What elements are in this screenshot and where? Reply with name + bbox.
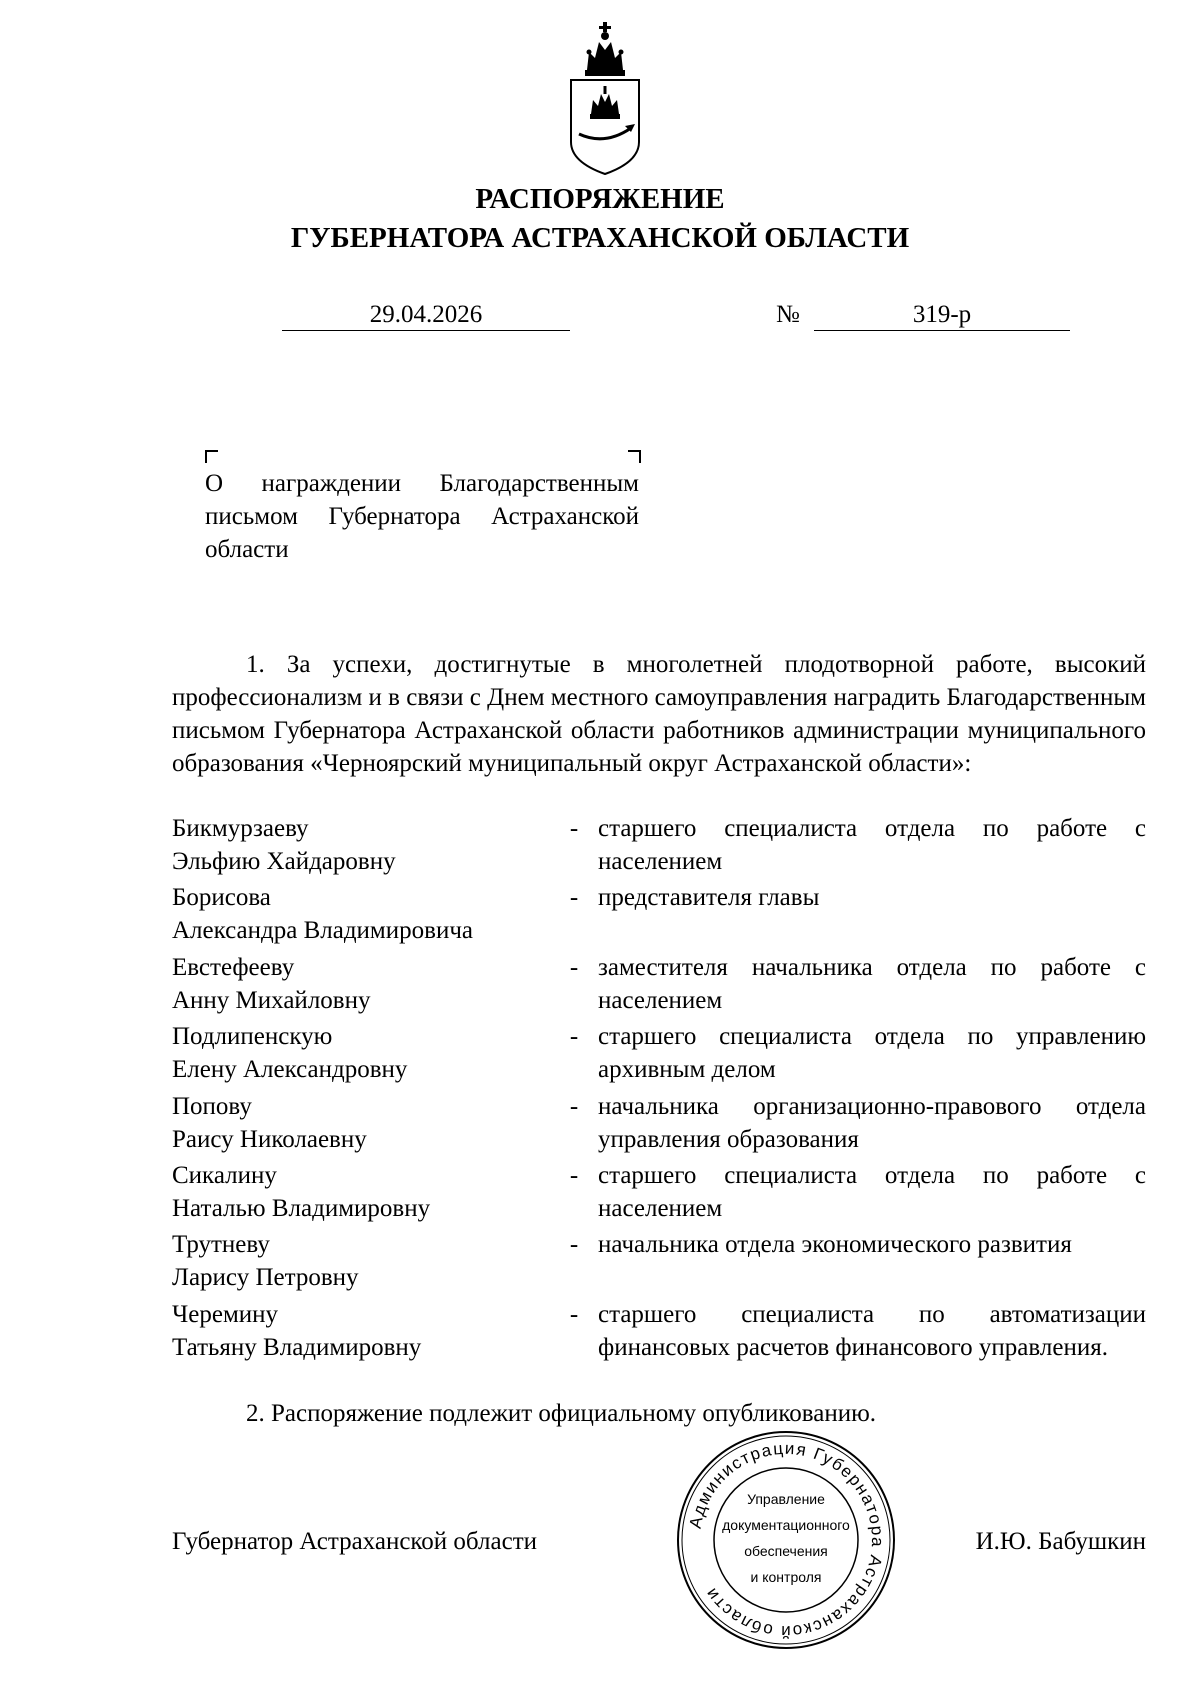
dash-separator: - bbox=[569, 1092, 579, 1120]
document-number: 319-р bbox=[814, 300, 1070, 331]
subject-corner-left bbox=[205, 450, 218, 463]
awardee-position: представителя главы bbox=[598, 884, 820, 912]
awardee-row bbox=[172, 881, 1146, 947]
issuer-title: ГУБЕРНАТОРА АСТРАХАНСКОЙ ОБЛАСТИ bbox=[290, 222, 910, 254]
awardee-surname: Трутневу bbox=[172, 1231, 270, 1259]
awardee-row bbox=[172, 812, 1146, 878]
awardee-name bbox=[172, 881, 562, 947]
seal-line-4: и контроля bbox=[750, 1569, 822, 1585]
awardee-name bbox=[172, 1020, 562, 1086]
seal-ring-text: Администрация Губернатора Астраханской области bbox=[685, 1438, 888, 1642]
awardee-name bbox=[172, 1090, 562, 1156]
awardee-surname: Попову bbox=[172, 1092, 252, 1120]
awardee-name bbox=[172, 812, 562, 878]
document-date: 29.04.2026 bbox=[282, 300, 570, 331]
awardee-position: старшего специалиста по автоматизации финансовых расчетов финансового управления. bbox=[598, 1300, 1146, 1361]
dash-separator: - bbox=[569, 1023, 579, 1051]
awardee-given-names: Татьяну Владимировну bbox=[172, 1333, 422, 1361]
subject-corner-right bbox=[628, 450, 641, 463]
dash-separator: - bbox=[569, 953, 579, 981]
dash-separator: - bbox=[569, 884, 579, 912]
awardee-given-names: Наталью Владимировну bbox=[172, 1194, 431, 1222]
dash-separator: - bbox=[569, 1231, 579, 1259]
awardee-given-names: Эльфию Хайдаровну bbox=[172, 848, 396, 875]
awardee-position: старшего специалиста отдела по управлению архивным делом bbox=[598, 1023, 1146, 1084]
awardee-position: начальника отдела экономического развития bbox=[598, 1231, 1072, 1259]
awardee-row bbox=[172, 951, 1146, 1017]
signer-position: Губернатор Астраханской области bbox=[172, 1528, 538, 1555]
awardee-given-names: Елену Александровну bbox=[172, 1056, 408, 1084]
awardee-row bbox=[172, 1090, 1146, 1156]
paragraph-1: 1. За успехи, достигнутые в многолетней плодотворной работе, высокий профессионализм и в связи с Днем местного самоуправления наградить Благодарственным письмом Губернатора Астраханской области работников администрации муниципального образования «Черноярский муниципальный округ Астраханской области»: bbox=[172, 651, 1146, 777]
awardee-row bbox=[172, 1298, 1146, 1364]
awardee-position: старшего специалиста отдела по работе с населением bbox=[598, 1161, 1146, 1222]
awardee-given-names: Анну Михайловну bbox=[172, 986, 371, 1014]
awardee-position: старшего специалиста отдела по работе с населением bbox=[598, 815, 1146, 875]
dash-separator: - bbox=[569, 815, 579, 842]
dash-separator: - bbox=[569, 1161, 579, 1189]
awardee-given-names: Александра Владимировича bbox=[172, 917, 473, 945]
dash-separator: - bbox=[569, 1300, 579, 1328]
awardee-name bbox=[172, 1228, 562, 1294]
awardee-surname: Бикмурзаеву bbox=[172, 815, 309, 842]
document-type-title: РАСПОРЯЖЕНИЕ bbox=[475, 183, 725, 215]
awardee-given-names: Ларису Петровну bbox=[172, 1264, 359, 1292]
awardee-given-names: Раису Николаевну bbox=[172, 1125, 367, 1153]
awardee-surname: Борисова bbox=[172, 884, 271, 912]
awardee-surname: Евстефееву bbox=[172, 953, 295, 981]
number-sign: № bbox=[776, 301, 800, 328]
seal-line-2: документационного bbox=[722, 1517, 850, 1533]
awardee-name bbox=[172, 1298, 562, 1364]
awardee-surname: Черемину bbox=[172, 1300, 279, 1328]
paragraph-2: 2. Распоряжение подлежит официальному опубликованию. bbox=[246, 1400, 877, 1427]
awardee-position: заместителя начальника отдела по работе с населением bbox=[598, 953, 1146, 1014]
awardee-position: начальника организационно-правового отдела управления образования bbox=[598, 1092, 1146, 1153]
coat-of-arms-emblem bbox=[565, 22, 645, 182]
awardee-row bbox=[172, 1159, 1146, 1225]
awardees-list bbox=[172, 812, 1146, 1367]
seal-line-3: обеспечения bbox=[744, 1543, 828, 1559]
awardee-row bbox=[172, 1020, 1146, 1086]
awardee-name bbox=[172, 1159, 562, 1225]
awardee-row bbox=[172, 1228, 1146, 1294]
awardee-surname: Подлипенскую bbox=[172, 1023, 333, 1051]
seal-line-1: Управление bbox=[747, 1491, 825, 1507]
awardee-surname: Сикалину bbox=[172, 1161, 277, 1189]
signer-name: И.Ю. Бабушкин bbox=[975, 1528, 1146, 1555]
awardee-name bbox=[172, 951, 562, 1017]
document-subject: О награждении Благодарственным письмом Губернатора Астраханской области bbox=[205, 470, 639, 563]
